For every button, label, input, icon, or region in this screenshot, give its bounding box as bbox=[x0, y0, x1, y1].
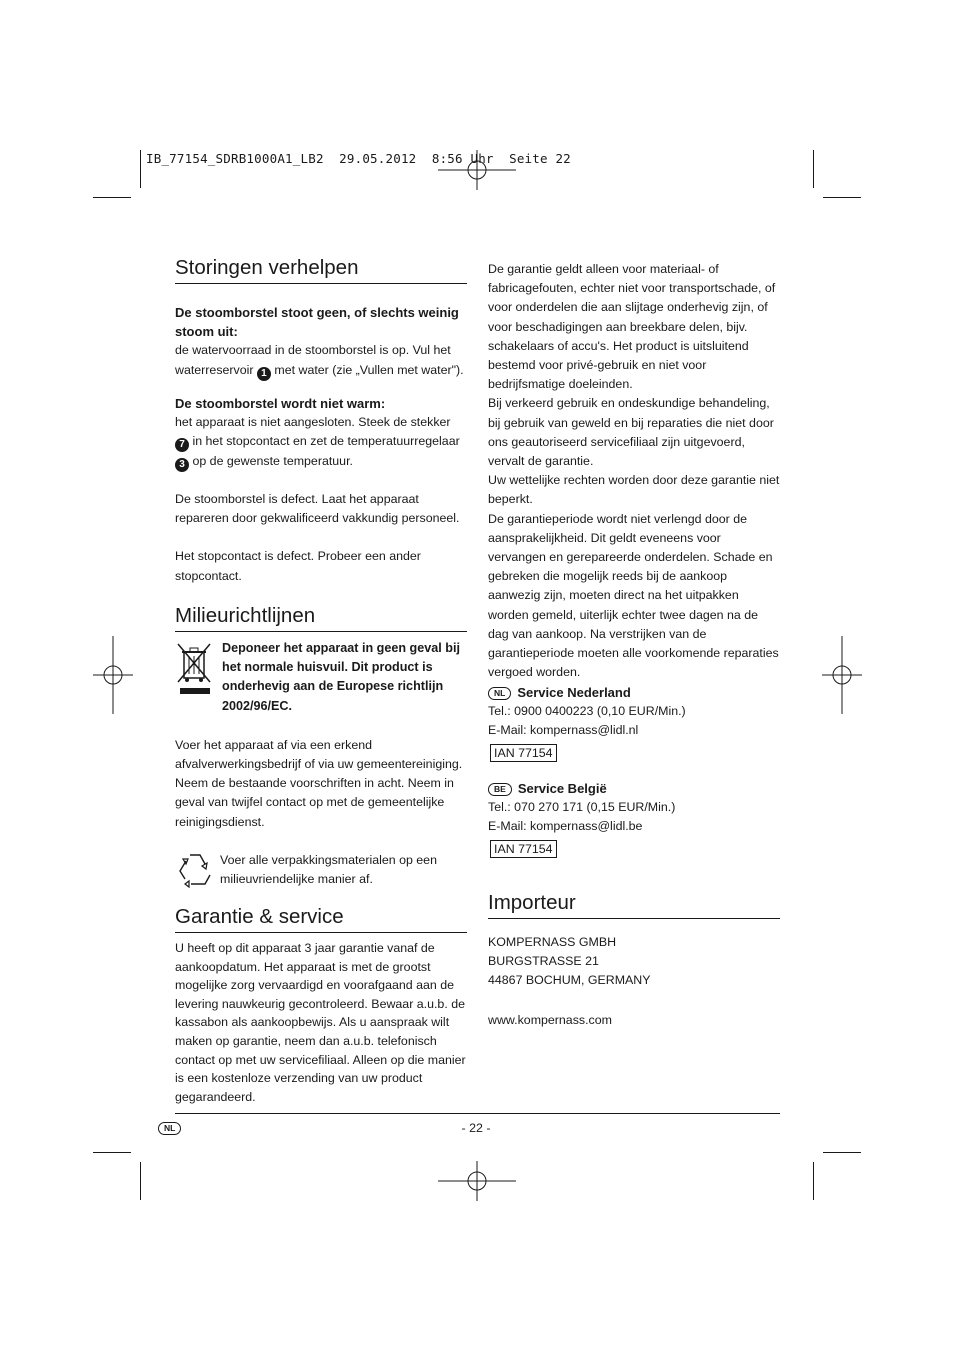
importeur-website: www.kompernass.com bbox=[488, 1012, 612, 1027]
service-nl-tel: Tel.: 0900 0400223 (0,10 EUR/Min.) bbox=[488, 704, 686, 719]
garantie-right-para3: Uw wettelijke rechten worden door deze garantie niet beperkt. bbox=[488, 473, 780, 507]
importeur-section bbox=[488, 890, 780, 1030]
milieu-heading: Milieurichtlijnen bbox=[175, 603, 467, 632]
importeur-heading: Importeur bbox=[488, 890, 780, 919]
ian-box: IAN 77154 bbox=[490, 744, 557, 762]
storingen-item1-text-a: de watervoorraad in de stoomborstel is op. Vul het waterreservoir bbox=[175, 343, 451, 377]
milieu-para2: Neem de bestaande voorschriften in acht. Neem in geval van twijfel contact op met de gemeentelijke reinigingsdienst. bbox=[175, 776, 454, 829]
crop-mark bbox=[93, 1152, 131, 1153]
footer-rule bbox=[175, 1113, 780, 1114]
service-nl-title-row bbox=[488, 683, 780, 702]
crop-mark bbox=[140, 150, 141, 188]
storingen-item2-text-a: het apparaat is niet aangesloten. Steek de stekker bbox=[175, 414, 451, 429]
weee-notice bbox=[175, 639, 467, 716]
service-nl-ian-row bbox=[488, 744, 780, 763]
part-number-badge: 1 bbox=[257, 367, 271, 381]
service-be bbox=[488, 779, 780, 859]
part-number-badge: 7 bbox=[175, 438, 189, 452]
country-badge-be: BE bbox=[488, 783, 512, 796]
storingen-heading: Storingen verhelpen bbox=[175, 255, 467, 284]
service-nl bbox=[488, 683, 780, 763]
storingen-para3: De stoomborstel is defect. Laat het apparaat repareren door gekwalificeerd vakkundig personeel. bbox=[175, 492, 460, 526]
storingen-section bbox=[175, 255, 467, 586]
garantie-section bbox=[175, 904, 467, 1106]
service-be-title-row bbox=[488, 779, 780, 798]
service-nl-email: E-Mail: kompernass@lidl.nl bbox=[488, 723, 639, 738]
service-be-ian-row bbox=[488, 840, 780, 859]
storingen-item1-text bbox=[175, 341, 467, 380]
garantie-right-para4: De garantieperiode wordt niet verlengd door de aansprakelijkheid. Dit geldt eveneens voor vervangen en gerepareerde onderdelen. Schade en gebreken die mogelijk reeds bij de aankoop aanwezig zijn, moeten direct na het uitpakken worden gemeld, uiterlijk echter twee dagen na de dag van aankoop. Na verstrijken van de garantieperiode moeten alle voorkomende reparaties vergoed worden. bbox=[488, 511, 779, 680]
recycle-notice bbox=[175, 851, 467, 889]
registration-mark-bottom bbox=[438, 1161, 516, 1201]
importeur-line1: KOMPERNASS GMBH bbox=[488, 935, 617, 949]
footer-lang-badge: NL bbox=[158, 1122, 181, 1135]
service-nl-title: Service Nederland bbox=[517, 685, 631, 700]
ian-box: IAN 77154 bbox=[490, 840, 557, 858]
garantie-right-para1: De garantie geldt alleen voor materiaal- of fabricagefouten, echter niet voor transportschade, of voor onderdelen die aan slijtage onderhevig zijn, of voor beschadigingen aan breekbare delen, bijv. schakelaars of accu's. Het product is uitsluitend bestemd voor privé-gebruik en niet voor bedrijfsmatige doeleinden. bbox=[488, 262, 776, 392]
crop-mark bbox=[813, 1162, 814, 1200]
part-number-badge: 3 bbox=[175, 458, 189, 472]
recycle-icon bbox=[175, 851, 215, 889]
importeur-line3: 44867 BOCHUM, GERMANY bbox=[488, 973, 651, 988]
crop-mark bbox=[813, 150, 814, 188]
garantie-continued bbox=[488, 260, 780, 682]
weee-text: Deponeer het apparaat in geen geval bij het normale huisvuil. Dit product is onderhevig aan de Europese richtlijn 2002/96/EC. bbox=[222, 641, 460, 713]
storingen-item2-text-b: in het stopcontact en zet de temperatuurregelaar bbox=[192, 434, 460, 449]
service-be-tel: Tel.: 070 270 171 (0,15 EUR/Min.) bbox=[488, 800, 676, 815]
storingen-item1-heading: De stoomborstel stoot geen, of slechts weinig stoom uit: bbox=[175, 305, 459, 340]
storingen-item1-text-b: met water (zie „Vullen met water"). bbox=[274, 362, 464, 377]
storingen-item2-text-c: op de gewenste temperatuur. bbox=[192, 454, 353, 469]
importeur-line2: BURGSTRASSE 21 bbox=[488, 954, 599, 969]
garantie-right-para2: Bij verkeerd gebruik en ondeskundige behandeling, bij gebruik van geweld en bij reparaties die niet door ons geautoriseerd servicefiliaal zijn uitgevoerd, vervalt de garantie. bbox=[488, 396, 774, 469]
garantie-para1: U heeft op dit apparaat 3 jaar garantie vanaf de aankoopdatum. Het apparaat is met de grootst mogelijke zorg vervaardigd en voorafgaand aan de levering nauwkeurig gecontroleerd. Bewaar a.u.b. de kassabon als aankoopbewijs. Als u aanspraak wilt maken op garantie, neem dan a.u.b. telefonisch contact op met uw servicefiliaal. Alleen op die manier is een kostenloze verzending van uw product gegarandeerd. bbox=[175, 941, 466, 1104]
page-number: - 22 - bbox=[461, 1121, 491, 1135]
crop-mark bbox=[93, 197, 131, 198]
print-slug: IB_77154_SDRB1000A1_LB2 29.05.2012 8:56 Uhr Seite 22 bbox=[146, 151, 571, 166]
service-be-email: E-Mail: kompernass@lidl.be bbox=[488, 819, 643, 834]
registration-mark-right bbox=[822, 636, 862, 714]
registration-mark-top bbox=[438, 150, 516, 190]
crossed-bin-icon bbox=[175, 642, 215, 696]
crop-mark bbox=[823, 197, 861, 198]
crop-mark bbox=[823, 1152, 861, 1153]
garantie-heading: Garantie & service bbox=[175, 904, 467, 933]
crop-mark bbox=[140, 1162, 141, 1200]
service-be-title: Service België bbox=[517, 781, 607, 796]
registration-mark-left bbox=[93, 636, 133, 714]
recycle-text: Voer alle verpakkingsmaterialen op een milieuvriendelijke manier af. bbox=[220, 852, 437, 887]
storingen-para4: Het stopcontact is defect. Probeer een ander stopcontact. bbox=[175, 549, 421, 583]
storingen-item2-text bbox=[175, 413, 467, 472]
storingen-item2-heading: De stoomborstel wordt niet warm: bbox=[175, 395, 386, 411]
milieu-para1: Voer het apparaat af via een erkend afvalverwerkingsbedrijf of via uw gemeentereiniging. bbox=[175, 737, 463, 772]
milieu-section bbox=[175, 603, 467, 889]
country-badge-nl: NL bbox=[488, 687, 511, 700]
